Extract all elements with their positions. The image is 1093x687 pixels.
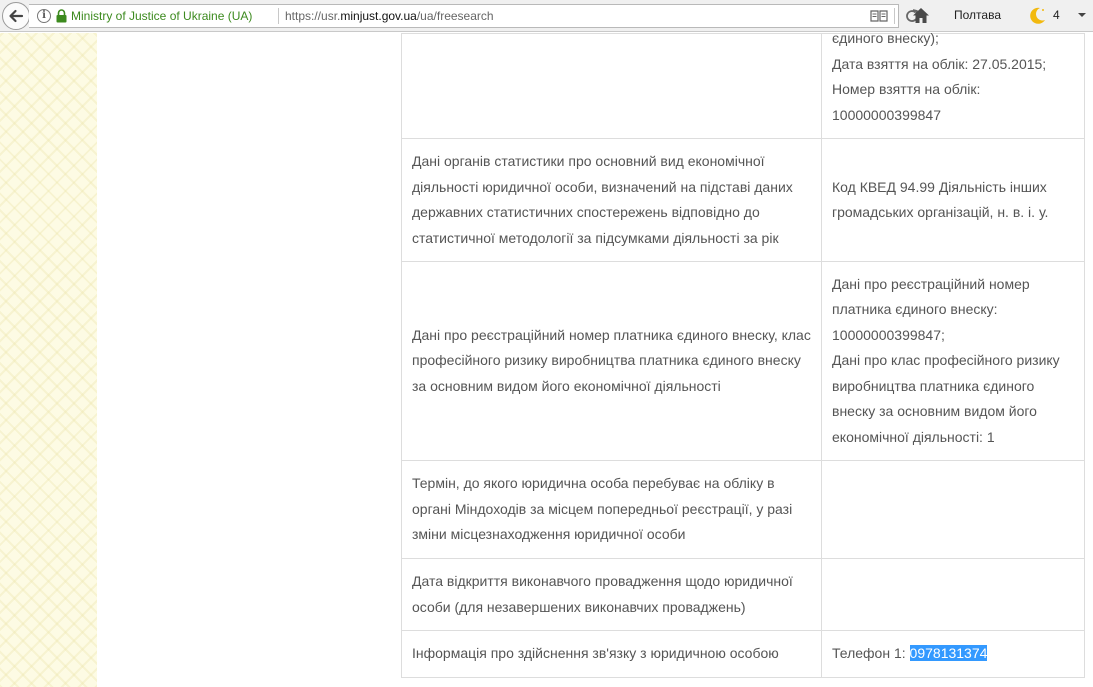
url-path: /ua/freesearch bbox=[416, 9, 494, 23]
registry-table-container bbox=[401, 30, 1084, 678]
table-label-cell: Інформація про здійснення зв'язку з юридичною особою bbox=[402, 631, 822, 678]
value-line: Дані про клас професійного ризику виробництва платника єдиного внеску за основним видом його економічної діяльності: 1 bbox=[832, 352, 1060, 445]
reader-view-icon[interactable] bbox=[870, 10, 888, 22]
url-domain: minjust.gov.ua bbox=[340, 9, 417, 23]
url-divider bbox=[278, 8, 279, 24]
table-value-cell bbox=[822, 262, 1085, 461]
url-divider-2 bbox=[894, 8, 895, 24]
table-value-cell bbox=[822, 30, 1085, 139]
value-line: Дата взяття на облік: 27.05.2015; bbox=[832, 55, 1047, 72]
home-icon[interactable] bbox=[912, 7, 930, 24]
value-line: Дані про реєстраційний номер платника єдиного внеску: 10000000399847; bbox=[832, 275, 1030, 343]
chevron-down-icon[interactable] bbox=[1077, 11, 1087, 19]
weather-city[interactable]: Полтава bbox=[954, 8, 1001, 22]
table-value-cell bbox=[822, 461, 1085, 559]
info-icon[interactable]: i bbox=[37, 9, 51, 23]
url-prefix: https://usr. bbox=[285, 9, 341, 23]
table-label-cell: Дані про реєстраційний номер платника єдиного внеску, клас професійного ризику виробництва платника єдиного внеску за основним видом його економічної діяльності bbox=[402, 262, 822, 461]
phone-number-selected[interactable]: 0978131374 bbox=[909, 645, 988, 662]
value-line: 10000000399847 bbox=[832, 106, 942, 123]
table-row bbox=[402, 631, 1085, 678]
address-bar[interactable] bbox=[29, 4, 899, 28]
table-value-cell bbox=[822, 559, 1085, 631]
weather-temperature[interactable]: 4 bbox=[1053, 8, 1060, 22]
arrow-left-icon bbox=[8, 8, 24, 24]
table-row bbox=[402, 262, 1085, 461]
lock-icon[interactable] bbox=[56, 9, 67, 23]
phone-prefix: Телефон 1: bbox=[832, 645, 910, 662]
table-label-cell bbox=[402, 34, 822, 139]
table-value-cell: Код КВЕД 94.99 Діяльність інших громадських організацій, н. в. і. у. bbox=[822, 139, 1085, 262]
table-label-cell: Термін, до якого юридична особа перебуває на обліку в органі Міндоходів за місцем попередньої реєстрації, у разі зміни місцезнаходження юридичної особи bbox=[402, 461, 822, 559]
decorative-side-pattern bbox=[0, 33, 97, 687]
table-row bbox=[402, 559, 1085, 631]
moon-icon[interactable] bbox=[1026, 5, 1048, 27]
registry-info-table bbox=[401, 30, 1085, 678]
table-row bbox=[402, 461, 1085, 559]
table-row bbox=[402, 34, 1085, 139]
back-button[interactable] bbox=[2, 2, 30, 30]
value-line: Номер взяття на облік: bbox=[832, 81, 981, 97]
table-label-cell: Дані органів статистики про основний вид економічної діяльності юридичної особи, визначений на підставі даних державних статистичних спостережень відповідно до статистичної методології за підсумками діяльності за рік bbox=[402, 139, 822, 262]
table-label-cell: Дата відкриття виконавчого провадження щодо юридичної особи (для незавершених виконавчих проваджень) bbox=[402, 559, 822, 631]
url-text[interactable] bbox=[285, 5, 494, 27]
value-line: єдиного внеску); bbox=[832, 30, 939, 46]
site-identity[interactable]: Ministry of Justice of Ukraine (UA) bbox=[71, 9, 253, 23]
table-row bbox=[402, 139, 1085, 262]
table-value-cell bbox=[822, 631, 1085, 678]
